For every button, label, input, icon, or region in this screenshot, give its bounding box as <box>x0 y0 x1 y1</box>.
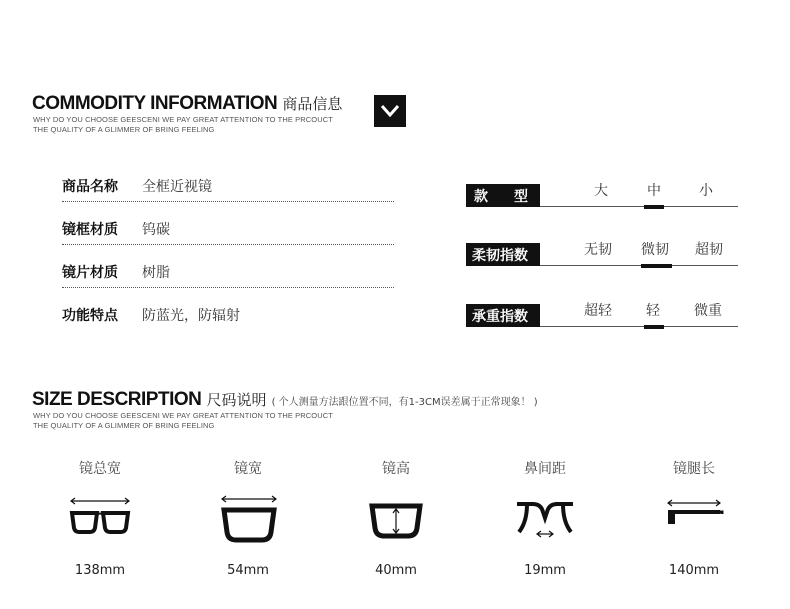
size-value: 140mm <box>668 563 720 578</box>
info-row <box>62 219 394 259</box>
info-label: 功能特点 <box>62 308 118 324</box>
size-subtitle-line2: THE QUALITY OF A GLIMMER OF BRING FEELING <box>33 421 215 430</box>
info-row <box>62 305 394 345</box>
commodity-title-cn: 商品信息 <box>282 95 343 113</box>
scale-weight <box>466 300 738 327</box>
commodity-subtitle-line1: WHY DO YOU CHOOSE GEESCENI WE PAY GREAT ATTENTION TO THE PRCOUCT <box>33 115 333 124</box>
dotted-divider <box>62 244 394 245</box>
size-subtitle-line1: WHY DO YOU CHOOSE GEESCENI WE PAY GREAT ATTENTION TO THE PRCOUCT <box>33 411 333 420</box>
scale-option: 超轻 <box>584 303 612 319</box>
info-row <box>62 176 394 216</box>
selected-marker <box>644 205 664 209</box>
info-value: 钨碳 <box>142 222 170 238</box>
commodity-subtitle-line2: THE QUALITY OF A GLIMMER OF BRING FEELING <box>33 125 215 134</box>
info-label: 商品名称 <box>62 179 118 195</box>
size-name: 鼻间距 <box>524 461 566 477</box>
size-header <box>32 389 538 411</box>
size-name: 镜高 <box>382 461 410 477</box>
dotted-divider <box>62 287 394 288</box>
size-note: ( 个人测量方法跟位置不同，有1-3CM误差属于正常现象！ ) <box>271 397 538 408</box>
size-title-cn: 尺码说明 <box>206 391 267 409</box>
size-name: 镜腿长 <box>673 461 715 477</box>
chevron-down-icon <box>374 95 406 127</box>
size-item <box>30 458 170 578</box>
scale-option: 微重 <box>694 303 722 319</box>
scale-option: 微韧 <box>641 242 669 258</box>
info-value: 全框近视镜 <box>142 179 212 195</box>
size-value: 40mm <box>375 563 417 578</box>
dotted-divider <box>62 201 394 202</box>
scale-style <box>466 180 738 207</box>
scale-label: 款 型 <box>466 184 540 207</box>
scale-flexibility <box>466 239 738 266</box>
commodity-header <box>32 93 342 115</box>
commodity-subtitle <box>33 115 333 135</box>
selected-marker <box>641 264 672 268</box>
scale-option: 小 <box>699 183 713 199</box>
size-item <box>624 458 764 578</box>
size-item <box>178 458 318 578</box>
size-value: 138mm <box>74 563 126 578</box>
info-label: 镜框材质 <box>62 222 118 238</box>
info-label: 镜片材质 <box>62 265 118 281</box>
size-title: SIZE DESCRIPTION <box>32 389 202 410</box>
info-value: 树脂 <box>142 265 170 281</box>
scale-option: 无韧 <box>584 242 612 258</box>
bridge-width-icon <box>505 486 585 546</box>
size-name: 镜宽 <box>234 461 262 477</box>
scale-label: 承重指数 <box>466 304 540 327</box>
size-subtitle <box>33 411 333 431</box>
info-row <box>62 262 394 302</box>
scale-label: 柔韧指数 <box>466 243 540 266</box>
selected-marker <box>644 325 664 329</box>
size-value: 54mm <box>227 563 269 578</box>
total-width-icon <box>60 486 140 546</box>
commodity-title: COMMODITY INFORMATION <box>32 93 278 114</box>
size-item <box>326 458 466 578</box>
lens-width-icon <box>208 486 288 546</box>
temple-length-icon <box>654 486 734 546</box>
scale-option: 中 <box>647 183 661 199</box>
size-value: 19mm <box>524 563 566 578</box>
scale-option: 大 <box>594 183 608 199</box>
size-name: 镜总宽 <box>79 461 121 477</box>
size-item <box>475 458 615 578</box>
scale-option: 超韧 <box>695 242 723 258</box>
scale-option: 轻 <box>646 303 660 319</box>
lens-height-icon <box>356 486 436 546</box>
info-value: 防蓝光，防辐射 <box>142 308 240 324</box>
